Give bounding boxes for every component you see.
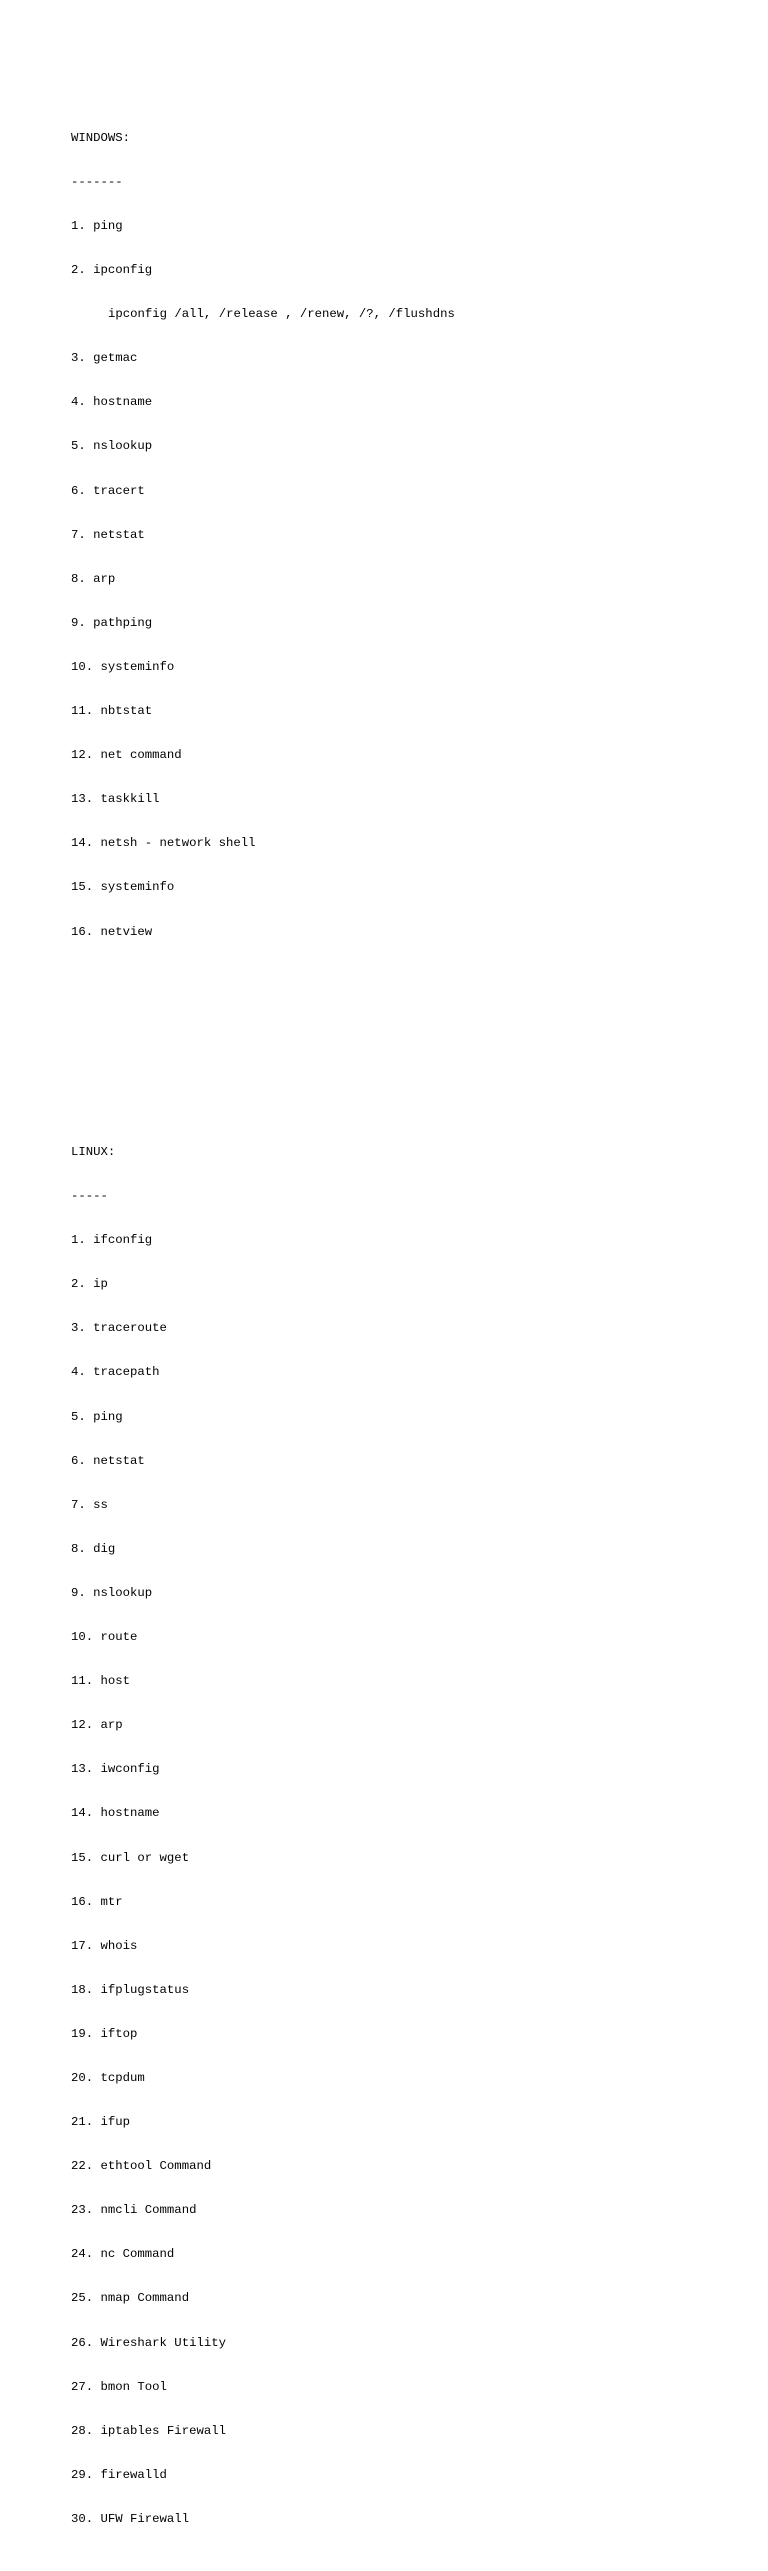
list-item: 21. ifup [71, 2115, 131, 2130]
list-item: 22. ethtool Command [71, 2159, 212, 2174]
list-item: 16. netview [71, 924, 153, 939]
list-item: 14. hostname [71, 1806, 160, 1821]
list-item: 9. nslookup [71, 1585, 153, 1600]
list-item: 18. ifplugstatus [71, 1982, 190, 1997]
list-item: 7. netstat [71, 527, 145, 542]
list-item: 9. pathping [71, 615, 153, 630]
list-item: 2. ip [71, 1277, 108, 1292]
list-item: 3. traceroute [71, 1321, 167, 1336]
list-item: 3. getmac [71, 351, 138, 366]
list-item: 16. mtr [71, 1894, 123, 1909]
spacer [71, 1013, 455, 1028]
list-item: 2. ipconfig [71, 263, 153, 278]
list-item: 15. systeminfo [71, 880, 175, 895]
ipconfig-options: ipconfig /all, /release , /renew, /?, /flushdns [108, 307, 455, 322]
list-item: 6. netstat [71, 1453, 145, 1468]
list-item: 10. route [71, 1630, 138, 1645]
list-item: 24. nc Command [71, 2247, 175, 2262]
list-item: 11. host [71, 1674, 131, 1689]
list-item: 28. iptables Firewall [71, 2423, 226, 2438]
list-item: 12. net command [71, 748, 182, 763]
list-item: 4. hostname [71, 395, 153, 410]
list-item: 8. arp [71, 571, 116, 586]
linux-underline: ----- [71, 1189, 108, 1204]
list-item: 19. iftop [71, 2026, 138, 2041]
list-item: 27. bmon Tool [71, 2379, 167, 2394]
list-item: 13. taskkill [71, 792, 160, 807]
list-item: 13. iwconfig [71, 1762, 160, 1777]
list-item: 17. whois [71, 1938, 138, 1953]
list-item: 4. tracepath [71, 1365, 160, 1380]
document-page [71, 72, 455, 2571]
windows-section [71, 101, 455, 968]
list-item: 10. systeminfo [71, 659, 175, 674]
list-item: 25. nmap Command [71, 2291, 190, 2306]
list-item: 12. arp [71, 1718, 123, 1733]
list-item: 23. nmcli Command [71, 2203, 197, 2218]
list-item: 8. dig [71, 1541, 116, 1556]
linux-heading: LINUX: [71, 1145, 116, 1159]
list-item: 29. firewalld [71, 2467, 167, 2482]
list-item: 1. ping [71, 219, 123, 233]
list-item: 14. netsh - network shell [71, 836, 256, 851]
list-item: 7. ss [71, 1497, 108, 1512]
spacer [71, 1057, 455, 1072]
list-item: 26. Wireshark Utility [71, 2335, 226, 2350]
list-item: 30. UFW Firewall [71, 2511, 190, 2526]
windows-heading: WINDOWS: [71, 130, 131, 145]
list-item: 20. tcpdum [71, 2070, 145, 2085]
linux-section [71, 1116, 455, 2556]
list-item: 6. tracert [71, 483, 145, 498]
list-item: 1. ifconfig [71, 1233, 153, 1248]
windows-underline: ------- [71, 174, 123, 189]
list-item: 5. nslookup [71, 439, 153, 454]
list-item: 5. ping [71, 1409, 123, 1424]
list-item: 15. curl or wget [71, 1850, 190, 1865]
list-item: 11. nbtstat [71, 704, 153, 719]
